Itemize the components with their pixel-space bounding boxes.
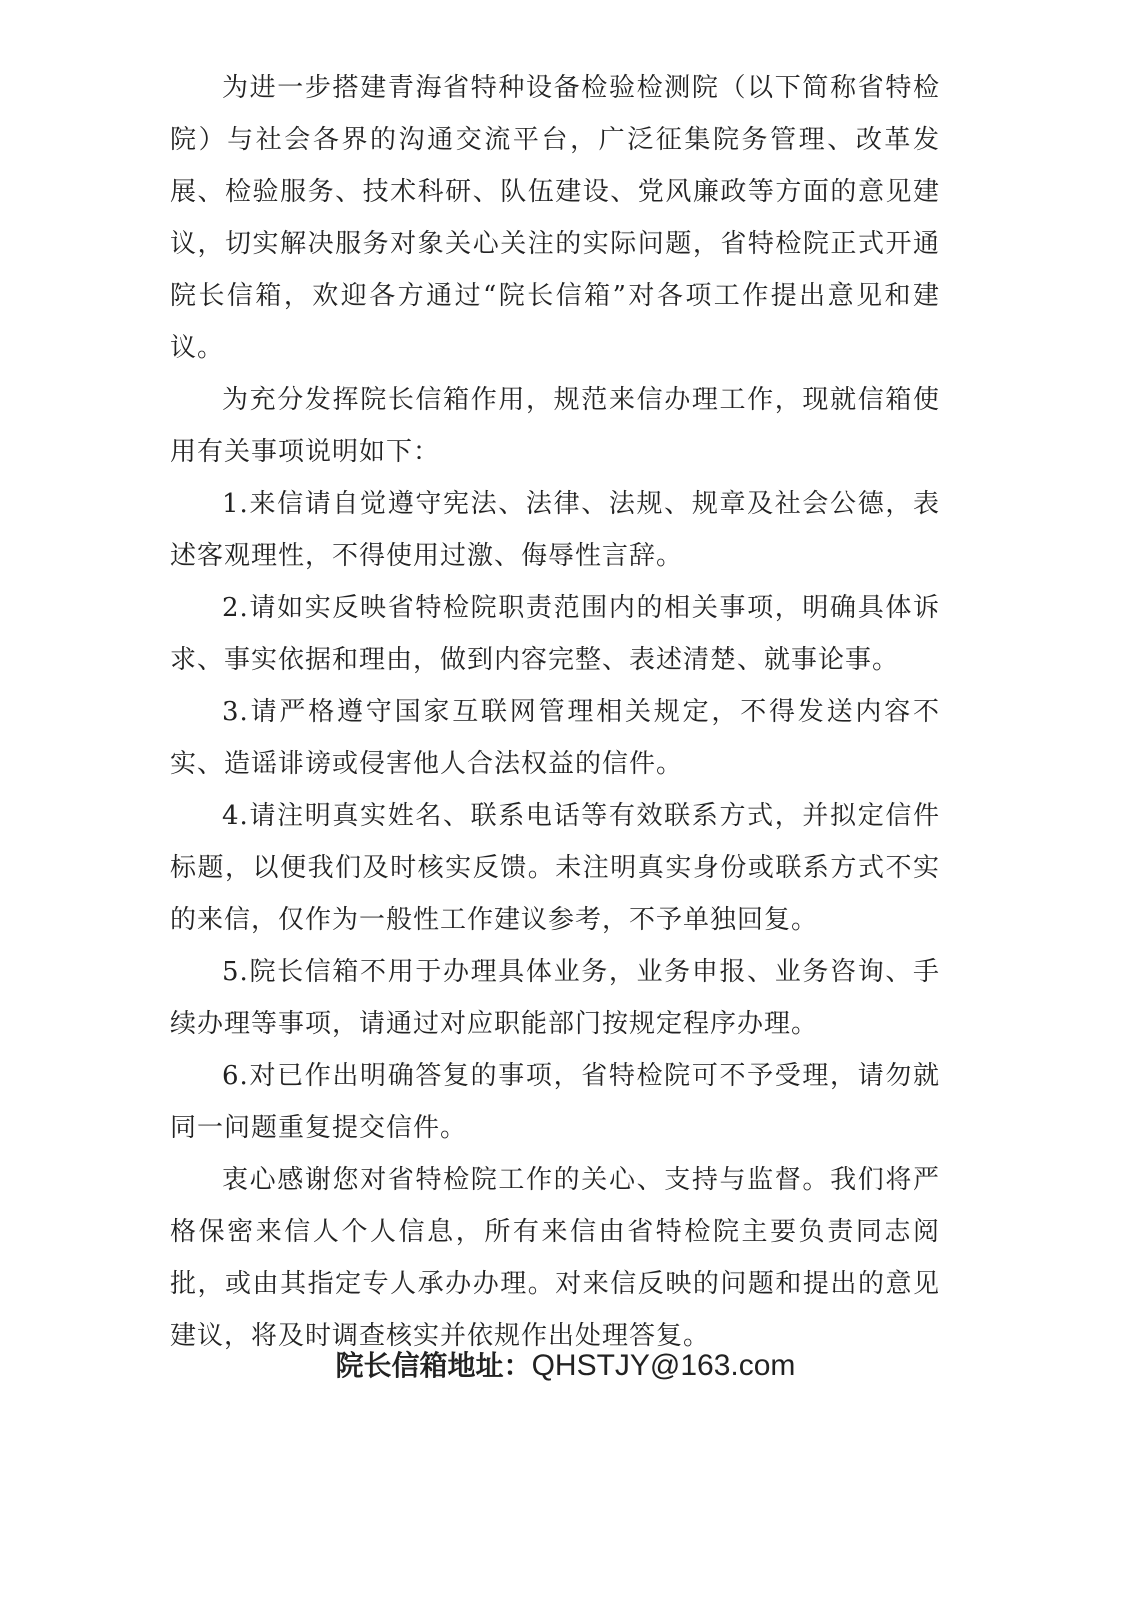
rule-item-3: 3.请严格遵守国家互联网管理相关规定，不得发送内容不实、造谣诽谤或侵害他人合法权益的信件。 xyxy=(170,697,940,779)
mailbox-email-link[interactable]: QHSTJY@163.com xyxy=(531,1349,796,1382)
usage-intro-paragraph: 为充分发挥院长信箱作用，规范来信办理工作，现就信箱使用有关事项说明如下： xyxy=(170,385,940,467)
rule-item-5: 5.院长信箱不用于办理具体业务，业务申报、业务咨询、手续办理等事项，请通过对应职能部门按规定程序办理。 xyxy=(170,957,940,1039)
rule-item-6: 6.对已作出明确答复的事项，省特检院可不予受理，请勿就同一问题重复提交信件。 xyxy=(170,1061,940,1143)
closing-paragraph: 衷心感谢您对省特检院工作的关心、支持与监督。我们将严格保密来信人个人信息，所有来信由省特检院主要负责同志阅批，或由其指定专人承办办理。对来信反映的问题和提出的意见建议，将及时调查核实并依规作出处理答复。 xyxy=(170,1165,940,1351)
rule-item-1: 1.来信请自觉遵守宪法、法律、法规、规章及社会公德，表述客观理性，不得使用过激、侮辱性言辞。 xyxy=(170,489,940,571)
mailbox-address-line xyxy=(0,1340,1131,1392)
intro-paragraph: 为进一步搭建青海省特种设备检验检测院（以下简称省特检院）与社会各界的沟通交流平台，广泛征集院务管理、改革发展、检验服务、技术科研、队伍建设、党风廉政等方面的意见建议，切实解决服务对象关心关注的实际问题，省特检院正式开通院长信箱，欢迎各方通过“院长信箱”对各项工作提出意见和建议。 xyxy=(170,73,940,363)
rule-item-4: 4.请注明真实姓名、联系电话等有效联系方式，并拟定信件标题，以便我们及时核实反馈。未注明真实身份或联系方式不实的来信，仅作为一般性工作建议参考，不予单独回复。 xyxy=(170,801,940,935)
rule-item-2: 2.请如实反映省特检院职责范围内的相关事项，明确具体诉求、事实依据和理由，做到内容完整、表述清楚、就事论事。 xyxy=(170,593,940,675)
document-body xyxy=(170,62,940,1362)
mailbox-label: 院长信箱地址： xyxy=(335,1349,532,1382)
